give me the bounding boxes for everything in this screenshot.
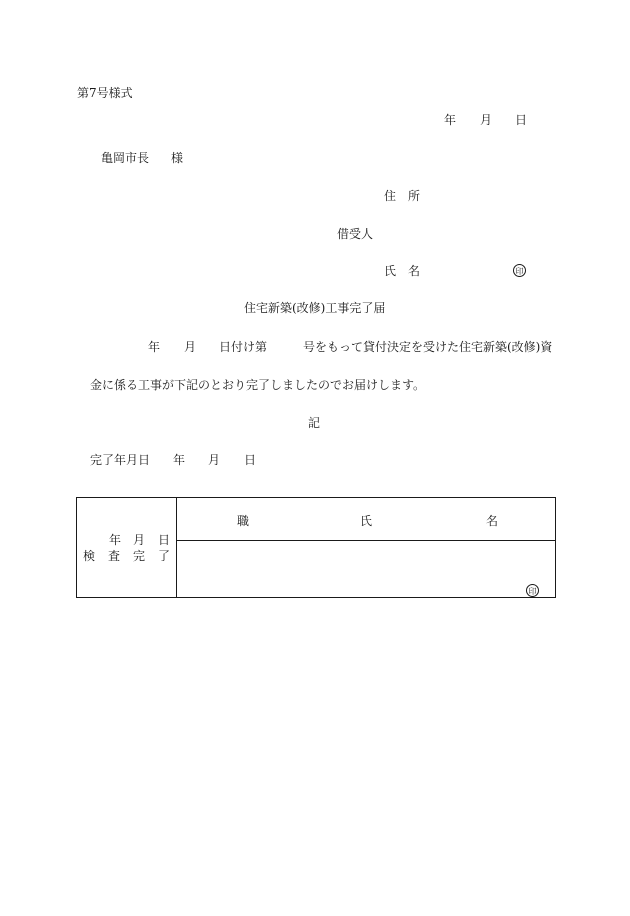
body-line2: 金に係る工事が下記のとおり完了しましたのでお届けします。 — [90, 378, 426, 392]
header-mei: 名 — [486, 514, 499, 528]
inspection-label-1: 検 — [83, 549, 96, 563]
inspection-day: 日 — [158, 533, 171, 547]
table-divider-horizontal — [176, 540, 555, 541]
form-number: 第7号様式 — [77, 86, 133, 100]
date-year: 年 — [444, 113, 457, 127]
header-shi: 氏 — [360, 514, 373, 528]
date-month: 月 — [480, 113, 493, 127]
inspection-label-2: 査 — [108, 549, 121, 563]
body-line1-rest: 号をもって貸付決定を受けた住宅新築(改修)資 — [303, 340, 553, 354]
borrower-label: 借受人 — [337, 227, 374, 241]
table-divider-vertical — [176, 498, 177, 597]
document-title: 住宅新築(改修)工事完了届 — [244, 301, 386, 315]
inspection-month: 月 — [133, 533, 146, 547]
completion-label: 完了年月日 — [90, 453, 151, 467]
completion-year: 年 — [173, 453, 186, 467]
inspection-label-4: 了 — [158, 549, 171, 563]
addressee-honorific: 様 — [171, 151, 184, 165]
body-year: 年 — [148, 340, 161, 354]
name-label: 氏 名 — [384, 264, 421, 278]
inspection-label-3: 完 — [133, 549, 146, 563]
completion-month: 月 — [208, 453, 221, 467]
completion-day: 日 — [244, 453, 257, 467]
header-shoku: 職 — [237, 514, 250, 528]
address-label: 住 所 — [384, 189, 421, 203]
addressee-name: 亀岡市長 — [101, 151, 150, 165]
body-month: 月 — [184, 340, 197, 354]
table-seal-icon: 印 — [526, 584, 539, 597]
ki-heading: 記 — [308, 416, 321, 430]
inspection-table — [76, 497, 556, 598]
body-day-dated-no: 日付け第 — [219, 340, 268, 354]
inspection-year: 年 — [109, 533, 122, 547]
date-day: 日 — [515, 113, 528, 127]
seal-icon: 印 — [513, 264, 526, 277]
